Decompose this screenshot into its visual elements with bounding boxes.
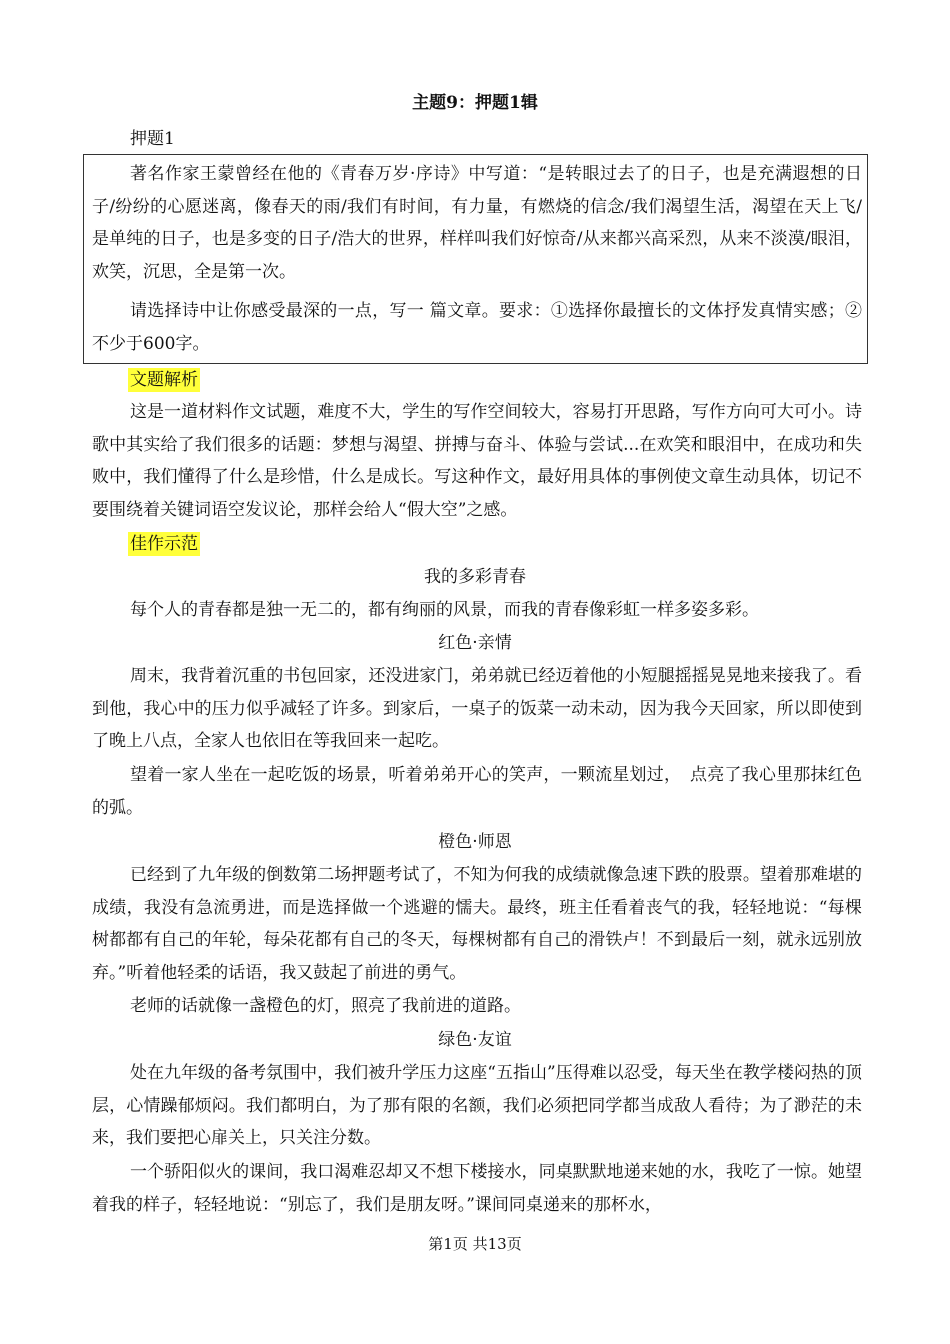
essay-title: 我的多彩青春	[424, 567, 526, 587]
section-red-paragraph-2: 望着一家人坐在一起吃饭的场景，听着弟弟开心的笑声，一颗流星划过， 点亮了我心里那抹红色的弧。	[92, 765, 862, 818]
section-title-red: 红色·亲情	[438, 633, 512, 653]
prompt-label: 押题1	[130, 129, 175, 149]
section-green-paragraph-2: 一个骄阳似火的课间，我口渴难忍却又不想下楼接水，同桌默默地递来她的水，我吃了一惊。她望着我的样子，轻轻地说：“别忘了，我们是朋友呀。”课间同桌递来的那杯水，	[92, 1162, 862, 1215]
section-title-green: 绿色·友谊	[438, 1030, 512, 1050]
section-orange-paragraph-1: 已经到了九年级的倒数第二场押题考试了，不知为何我的成绩就像急速下跌的股票。望着那难堪的成绩，我没有急流勇进，而是选择做一个逃避的懦夫。最终，班主任看着丧气的我，轻轻地说：“每棵树都都有自己的年轮，每朵花都有自己的冬天，每棵树都有自己的滑铁卢！不到最后一刻，就永远别放弃。”听着他轻柔的话语，我又鼓起了前进的勇气。	[92, 865, 862, 983]
essay-intro: 每个人的青春都是独一无二的，都有绚丽的风景，而我的青春像彩虹一样多姿多彩。	[130, 600, 759, 620]
prompt-paragraph-1: 著名作家王蒙曾经在他的《青春万岁·序诗》中写道：“是转眼过去了的日子，也是充满遐想的日子/纷纷的心愿迷离，像春天的雨/我们有时间，有力量，有燃烧的信念/我们渴望生活，渴望在天上飞/是单纯的日子，也是多变的日子/浩大的世界，样样叫我们好惊奇/从来都兴高采烈，从来不淡漠/眼泪，欢笑，沉思，全是第一次。	[92, 164, 862, 282]
page-footer: 第1页 共13页	[428, 1235, 522, 1253]
section-title-orange: 橙色·师恩	[438, 832, 512, 852]
analysis-heading: 文题解析	[130, 370, 198, 390]
sample-heading: 佳作示范	[130, 534, 198, 554]
section-red-paragraph-1: 周末，我背着沉重的书包回家，还没进家门，弟弟就已经迈着他的小短腿摇摇晃晃地来接我了。看到他，我心中的压力似乎减轻了许多。到家后，一桌子的饭菜一动未动，因为我今天回家，所以即使到了晚上八点，全家人也依旧在等我回来一起吃。	[92, 666, 862, 751]
page-title: 主题9：押题1辑	[412, 93, 538, 113]
analysis-paragraph: 这是一道材料作文试题，难度不大，学生的写作空间较大，容易打开思路，写作方向可大可小。诗歌中其实给了我们很多的话题：梦想与渴望、拼搏与奋斗、体验与尝试...在欢笑和眼泪中，在成功和失败中，我们懂得了什么是珍惜，什么是成长。写这种作文，最好用具体的事例使文章生动具体，切记不要围绕着关键词语空发议论，那样会给人“假大空”之感。	[92, 402, 862, 520]
prompt-paragraph-2: 请选择诗中让你感受最深的一点，写一 篇文章。要求：①选择你最擅长的文体抒发真情实感；②不少于600字。	[92, 301, 862, 354]
section-green-paragraph-1: 处在九年级的备考氛围中，我们被升学压力这座“五指山”压得难以忍受，每天坐在教学楼闷热的顶层，心情躁郁烦闷。我们都明白，为了那有限的名额，我们必须把同学都当成敌人看待；为了渺茫的未来，我们要把心扉关上，只关注分数。	[92, 1063, 862, 1148]
section-orange-paragraph-2: 老师的话就像一盏橙色的灯，照亮了我前进的道路。	[130, 996, 521, 1016]
